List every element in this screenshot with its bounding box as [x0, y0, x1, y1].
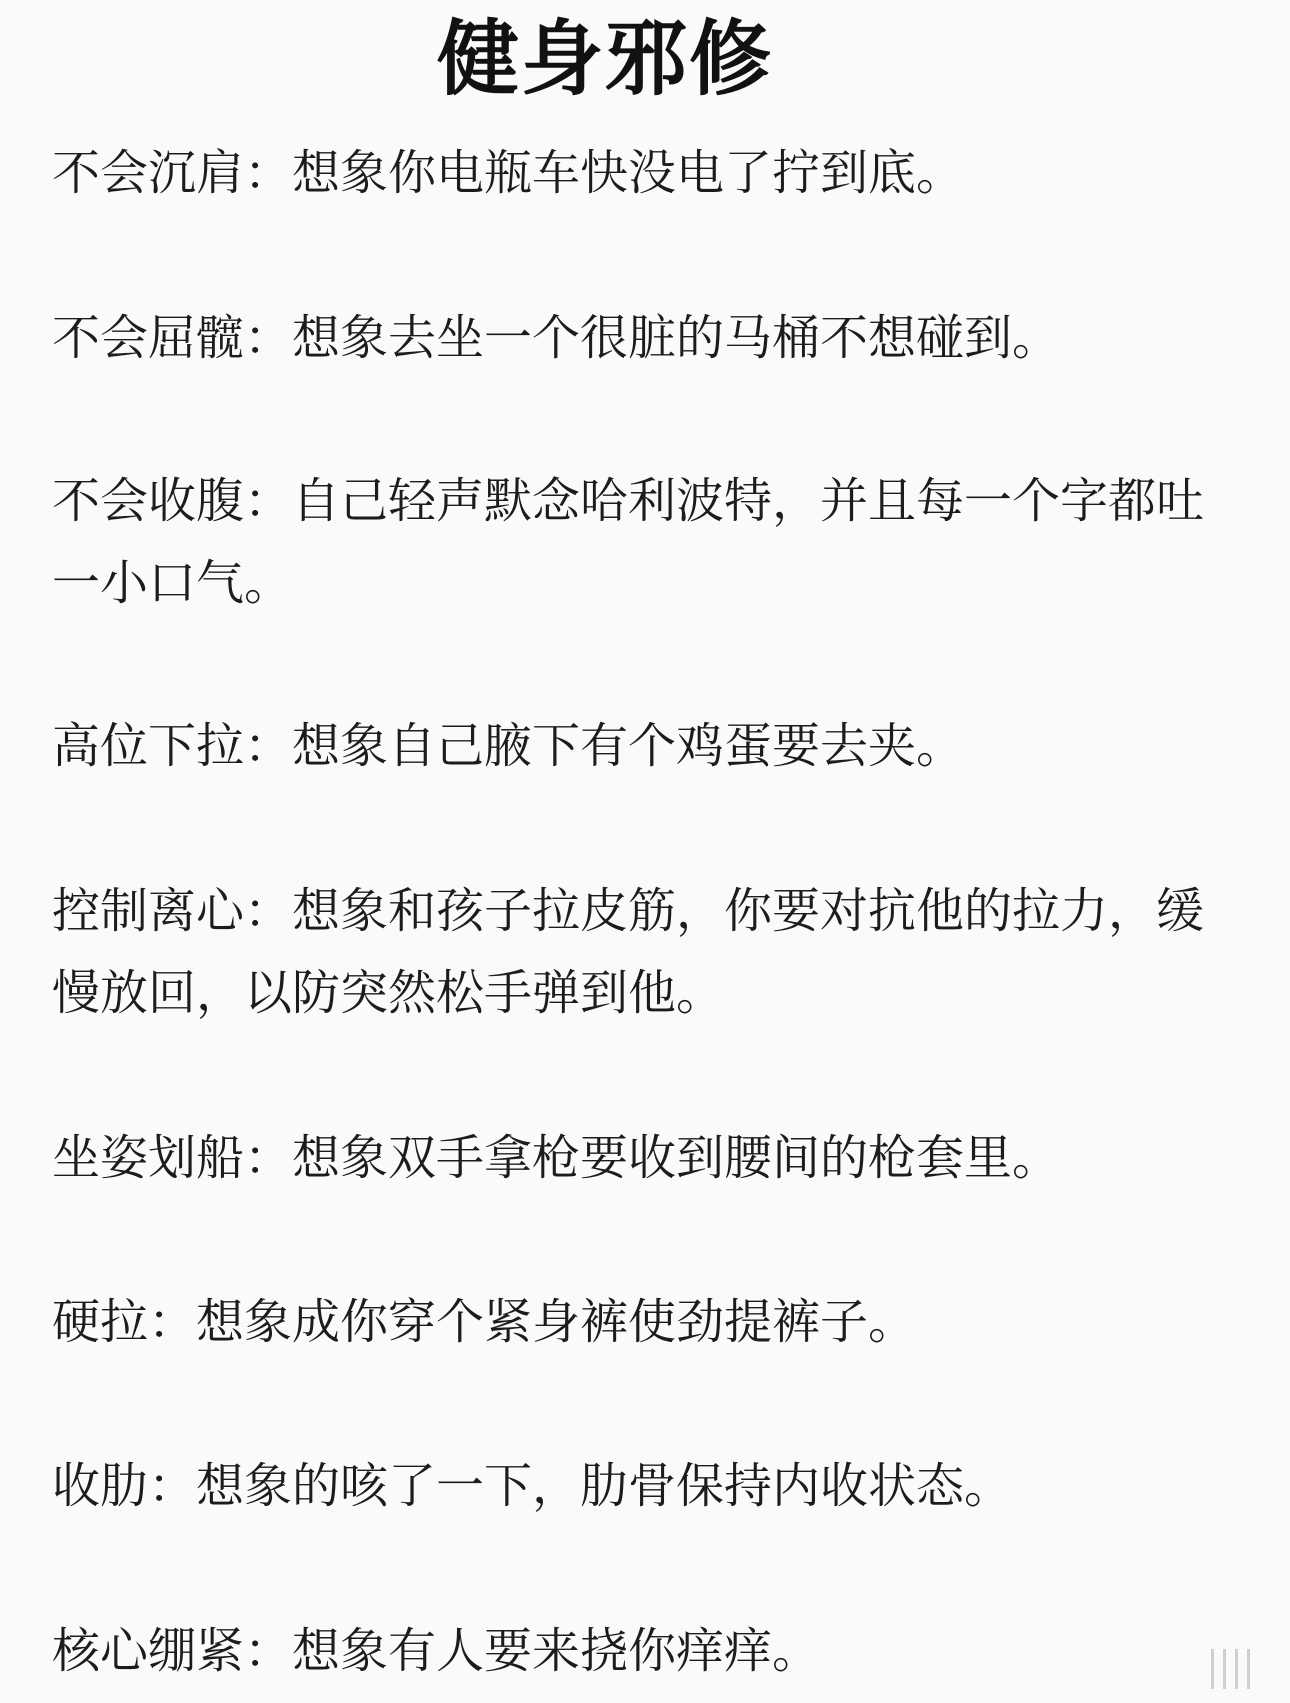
tip-separator: ：: [148, 1458, 197, 1514]
tip-entry-sink-shoulders: [52, 132, 1232, 214]
tip-text: 想象有人要来挠你痒痒。: [292, 1623, 821, 1679]
tip-entry-deadlift: [52, 1281, 1232, 1363]
tip-text: 想象自己腋下有个鸡蛋要去夹。: [292, 718, 965, 774]
tip-separator: ：: [244, 473, 293, 529]
tip-text: 想象的咳了一下，肋骨保持内收状态。: [196, 1458, 1013, 1514]
tip-term: 不会屈髋: [52, 310, 245, 366]
watermark-bar: [1211, 1649, 1214, 1689]
tip-separator: ：: [244, 1130, 293, 1186]
tip-text: 想象双手拿枪要收到腰间的枪套里。: [292, 1130, 1061, 1186]
tip-term: 硬拉: [52, 1294, 149, 1350]
tip-term: 控制离心: [52, 883, 245, 939]
tip-text: 想象和孩子拉皮筋，你要对抗他的拉力，缓慢放回，以防突然松手弹到他。: [52, 883, 1205, 1021]
watermark-bars: [1211, 1649, 1250, 1689]
tip-text: 想象你电瓶车快没电了拧到底。: [292, 145, 965, 201]
tip-entry-hip-hinge: [52, 297, 1232, 379]
page-title: 健身邪修: [436, 12, 773, 107]
tip-term: 高位下拉: [52, 718, 245, 774]
tip-term: 坐姿划船: [52, 1130, 245, 1186]
tip-entry-eccentric-control: [52, 870, 1232, 1034]
tip-separator: ：: [244, 1623, 293, 1679]
tip-separator: ：: [244, 718, 293, 774]
tip-entry-seated-row: [52, 1117, 1232, 1199]
tip-text: 想象成你穿个紧身裤使劲提裤子。: [196, 1294, 917, 1350]
tip-entry-lat-pulldown: [52, 705, 1232, 787]
tip-separator: ：: [148, 1294, 197, 1350]
tip-term: 核心绷紧: [52, 1623, 245, 1679]
watermark-bar: [1247, 1649, 1250, 1689]
tip-text: 想象去坐一个很脏的马桶不想碰到。: [292, 310, 1061, 366]
tip-entry-rib-tuck: [52, 1445, 1232, 1527]
tip-term: 不会收腹: [52, 473, 245, 529]
tip-separator: ：: [244, 145, 293, 201]
tip-term: 收肋: [52, 1458, 149, 1514]
watermark-bar: [1223, 1649, 1226, 1689]
tip-separator: ：: [244, 310, 293, 366]
tip-entry-core-tension: [52, 1610, 1232, 1692]
tip-term: 不会沉肩: [52, 145, 245, 201]
tip-separator: ：: [244, 883, 293, 939]
watermark-bar: [1235, 1649, 1238, 1689]
tip-entry-brace-abs: [52, 460, 1232, 624]
tip-text: 自己轻声默念哈利波特，并且每一个字都吐一小口气。: [52, 473, 1205, 611]
